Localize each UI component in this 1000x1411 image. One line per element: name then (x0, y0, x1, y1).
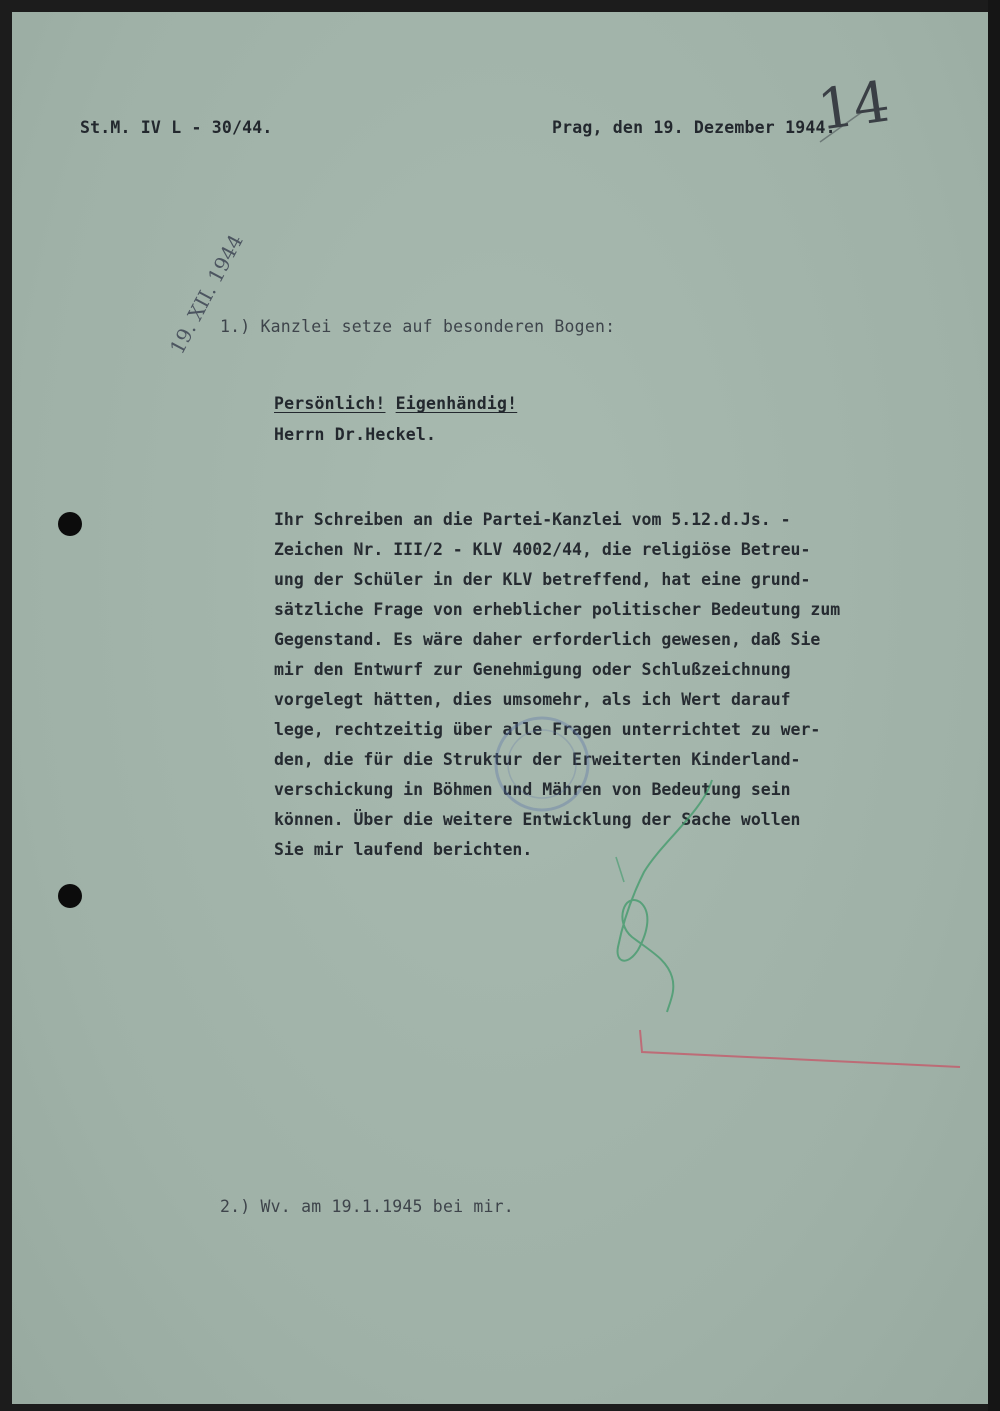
body-line: Gegenstand. Es wäre daher erforderlich gewesen, daß Sie (274, 630, 821, 649)
reference-number: St.M. IV L - 30/44. (80, 118, 273, 137)
stamp-circle (496, 718, 588, 810)
date-stamp: 19. XII. 1944 (164, 230, 248, 358)
folio-number: 14 (813, 69, 894, 144)
green-tick (616, 857, 624, 882)
instruction-1: 1.) Kanzlei setze auf besonderen Bogen: (220, 317, 616, 336)
body-line: lege, rechtzeitig über alle Fragen unterrichtet zu wer- (274, 720, 821, 739)
body-line: Zeichen Nr. III/2 - KLV 4002/44, die religiöse Betreu- (274, 540, 811, 559)
document-page (12, 12, 988, 1404)
body-line: mir den Entwurf zur Genehmigung oder Schlußzeichnung (274, 660, 791, 679)
body-line: Sie mir laufend berichten. (274, 840, 533, 859)
instruction-2: 2.) Wv. am 19.1.1945 bei mir. (220, 1197, 514, 1216)
pencil-marks (12, 12, 988, 1404)
green-signature (618, 780, 712, 1012)
place-date: Prag, den 19. Dezember 1944. (552, 118, 836, 137)
date-check (820, 112, 862, 142)
body-line: verschickung in Böhmen und Mähren von Bedeutung sein (274, 780, 791, 799)
body-line: ung der Schüler in der KLV betreffend, hat eine grund- (274, 570, 811, 589)
body-line: Ihr Schreiben an die Partei-Kanzlei vom 5.12.d.Js. - (274, 510, 791, 529)
scan-border (988, 0, 1000, 1411)
addressee-line-2: Herrn Dr.Heckel. (274, 425, 437, 444)
body-line: vorgelegt hätten, dies umsomehr, als ich Wert darauf (274, 690, 791, 709)
body-line: sätzliche Frage von erheblicher politischer Bedeutung zum (274, 600, 841, 619)
own-hands-label: Eigenhändig! (395, 394, 518, 413)
body-line: können. Über die weitere Entwicklung der Sache wollen (274, 810, 801, 829)
stamp-inner-circle (508, 730, 576, 798)
body-line: den, die für die Struktur der Erweiterten Kinderland- (274, 750, 801, 769)
red-line (640, 1030, 960, 1067)
personal-label: Persönlich! (274, 394, 386, 413)
